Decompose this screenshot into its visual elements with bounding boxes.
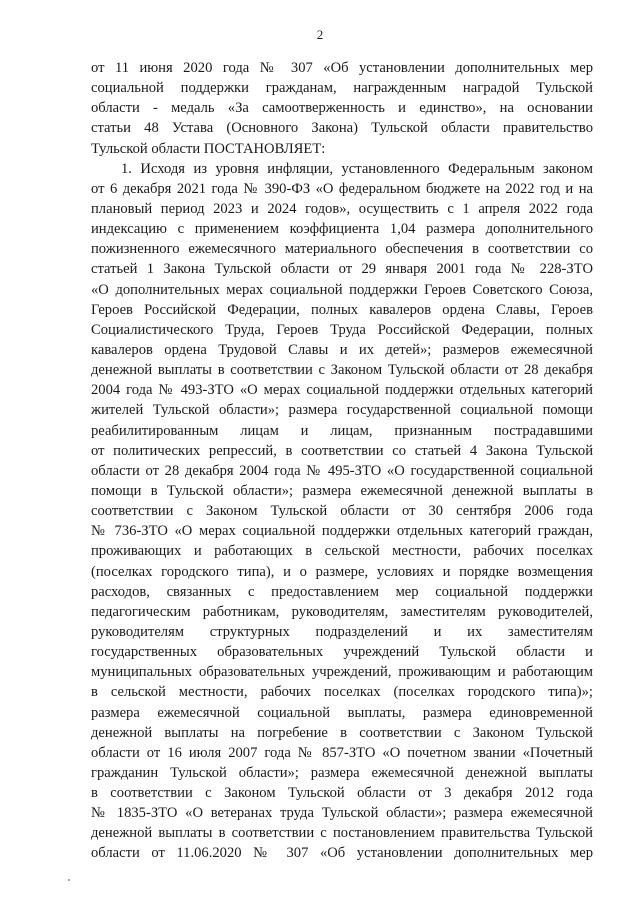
- page-number: 2: [316, 27, 324, 42]
- text-line: помощи в Тульской области»; размера ежемесячной денежной выплаты в: [91, 482, 593, 499]
- text-line: от 11 июня 2020 года № 307 «Об установлении дополнительных мер: [91, 60, 593, 76]
- text-line: Героев Российской Федерации, полных кавалеров ордена Славы, Героев: [91, 301, 593, 318]
- text-line: (поселках городского типа), и о размере, условиях и порядке возмещения: [91, 563, 593, 580]
- text-line: соответствии с Законом Тульской области от 30 сентября 2006 года: [91, 503, 593, 520]
- text-line: реабилитированным лицам и лицам, признанным пострадавшими: [91, 422, 593, 439]
- scan-speck: [68, 879, 70, 881]
- text-line: социальной поддержки гражданам, награжденным наградой Тульской: [91, 80, 593, 97]
- text-line: области - медаль «За самоотверженность и единство», на основании: [91, 100, 593, 117]
- text-line: в соответствии с Законом Тульской области от 3 декабря 2012 года: [91, 785, 593, 802]
- text-line: расходов, связанных с предоставлением мер социальной поддержки: [91, 583, 593, 600]
- text-line: жителей Тульской области»; размера государственной социальной помощи: [91, 402, 593, 419]
- text-line: размера ежемесячной социальной выплаты, размера единовременной: [91, 704, 593, 721]
- text-line: гражданин Тульской области»; размера ежемесячной денежной выплаты: [91, 764, 593, 781]
- text-line: области от 16 июля 2007 года № 857-ЗТО «О почетном звании «Почетный: [91, 744, 593, 761]
- text-line: денежной выплаты на погребение в соответствии с Законом Тульской: [91, 724, 593, 741]
- text-line: Тульской области ПОСТАНОВЛЯЕТ:: [91, 140, 326, 157]
- text-line: от 6 декабря 2021 года № 390-ФЗ «О федеральном бюджете на 2022 год и на: [91, 180, 593, 197]
- text-line: № 736-ЗТО «О мерах социальной поддержки отдельных категорий граждан,: [91, 523, 593, 540]
- text-line: проживающих и работающих в сельской местности, рабочих поселках: [91, 543, 593, 560]
- text-line: области от 28 декабря 2004 года № 495-ЗТО «О государственной социальной: [91, 462, 593, 479]
- text-line: № 1835-ЗТО «О ветеранах труда Тульской области»; размера ежемесячной: [91, 805, 593, 822]
- text-line: денежной выплаты в соответствии с постановлением правительства Тульской: [91, 825, 593, 842]
- text-line: руководителям структурных подразделений и их заместителям: [91, 623, 593, 640]
- text-line: индексацию с применением коэффициента 1,04 размера дополнительного: [91, 221, 593, 238]
- document-body: [91, 58, 593, 864]
- text-line: от политических репрессий, в соответствии со статьей 4 Закона Тульской: [91, 442, 593, 459]
- text-line: денежной выплаты в соответствии с Законом Тульской области от 28 декабря: [91, 362, 593, 379]
- text-line: «О дополнительных мерах социальной поддержки Героев Советского Союза,: [91, 281, 593, 298]
- text-line: муниципальных образовательных учреждений, проживающим и работающим: [91, 664, 593, 681]
- text-line: пожизненного ежемесячного материального обеспечения в соответствии со: [91, 241, 593, 258]
- text-line: 2004 года № 493-ЗТО «О мерах социальной поддержки отдельных категорий: [91, 382, 593, 399]
- text-line: педагогическим работникам, руководителям, заместителям руководителей,: [91, 603, 593, 620]
- text-line: статьи 48 Устава (Основного Закона) Тульской области правительство: [91, 120, 593, 137]
- text-line: области от 11.06.2020 № 307 «Об установлении дополнительных мер: [91, 845, 593, 862]
- paragraph-first-line: 1. Исходя из уровня инфляции, установленного Федеральным законом: [121, 160, 593, 177]
- text-line: в сельской местности, рабочих поселках (поселках городского типа)»;: [91, 684, 593, 701]
- text-line: статьей 1 Закона Тульской области от 29 января 2001 года № 228-ЗТО: [91, 261, 593, 278]
- text-line: кавалеров ордена Трудовой Славы и их детей»; размеров ежемесячной: [91, 341, 593, 358]
- text-line: Социалистического Труда, Героев Труда Российской Федерации, полных: [91, 321, 593, 338]
- text-line: плановый период 2023 и 2024 годов», осуществить с 1 апреля 2022 года: [91, 200, 593, 217]
- text-line: государственных образовательных учреждений Тульской области и: [91, 644, 593, 661]
